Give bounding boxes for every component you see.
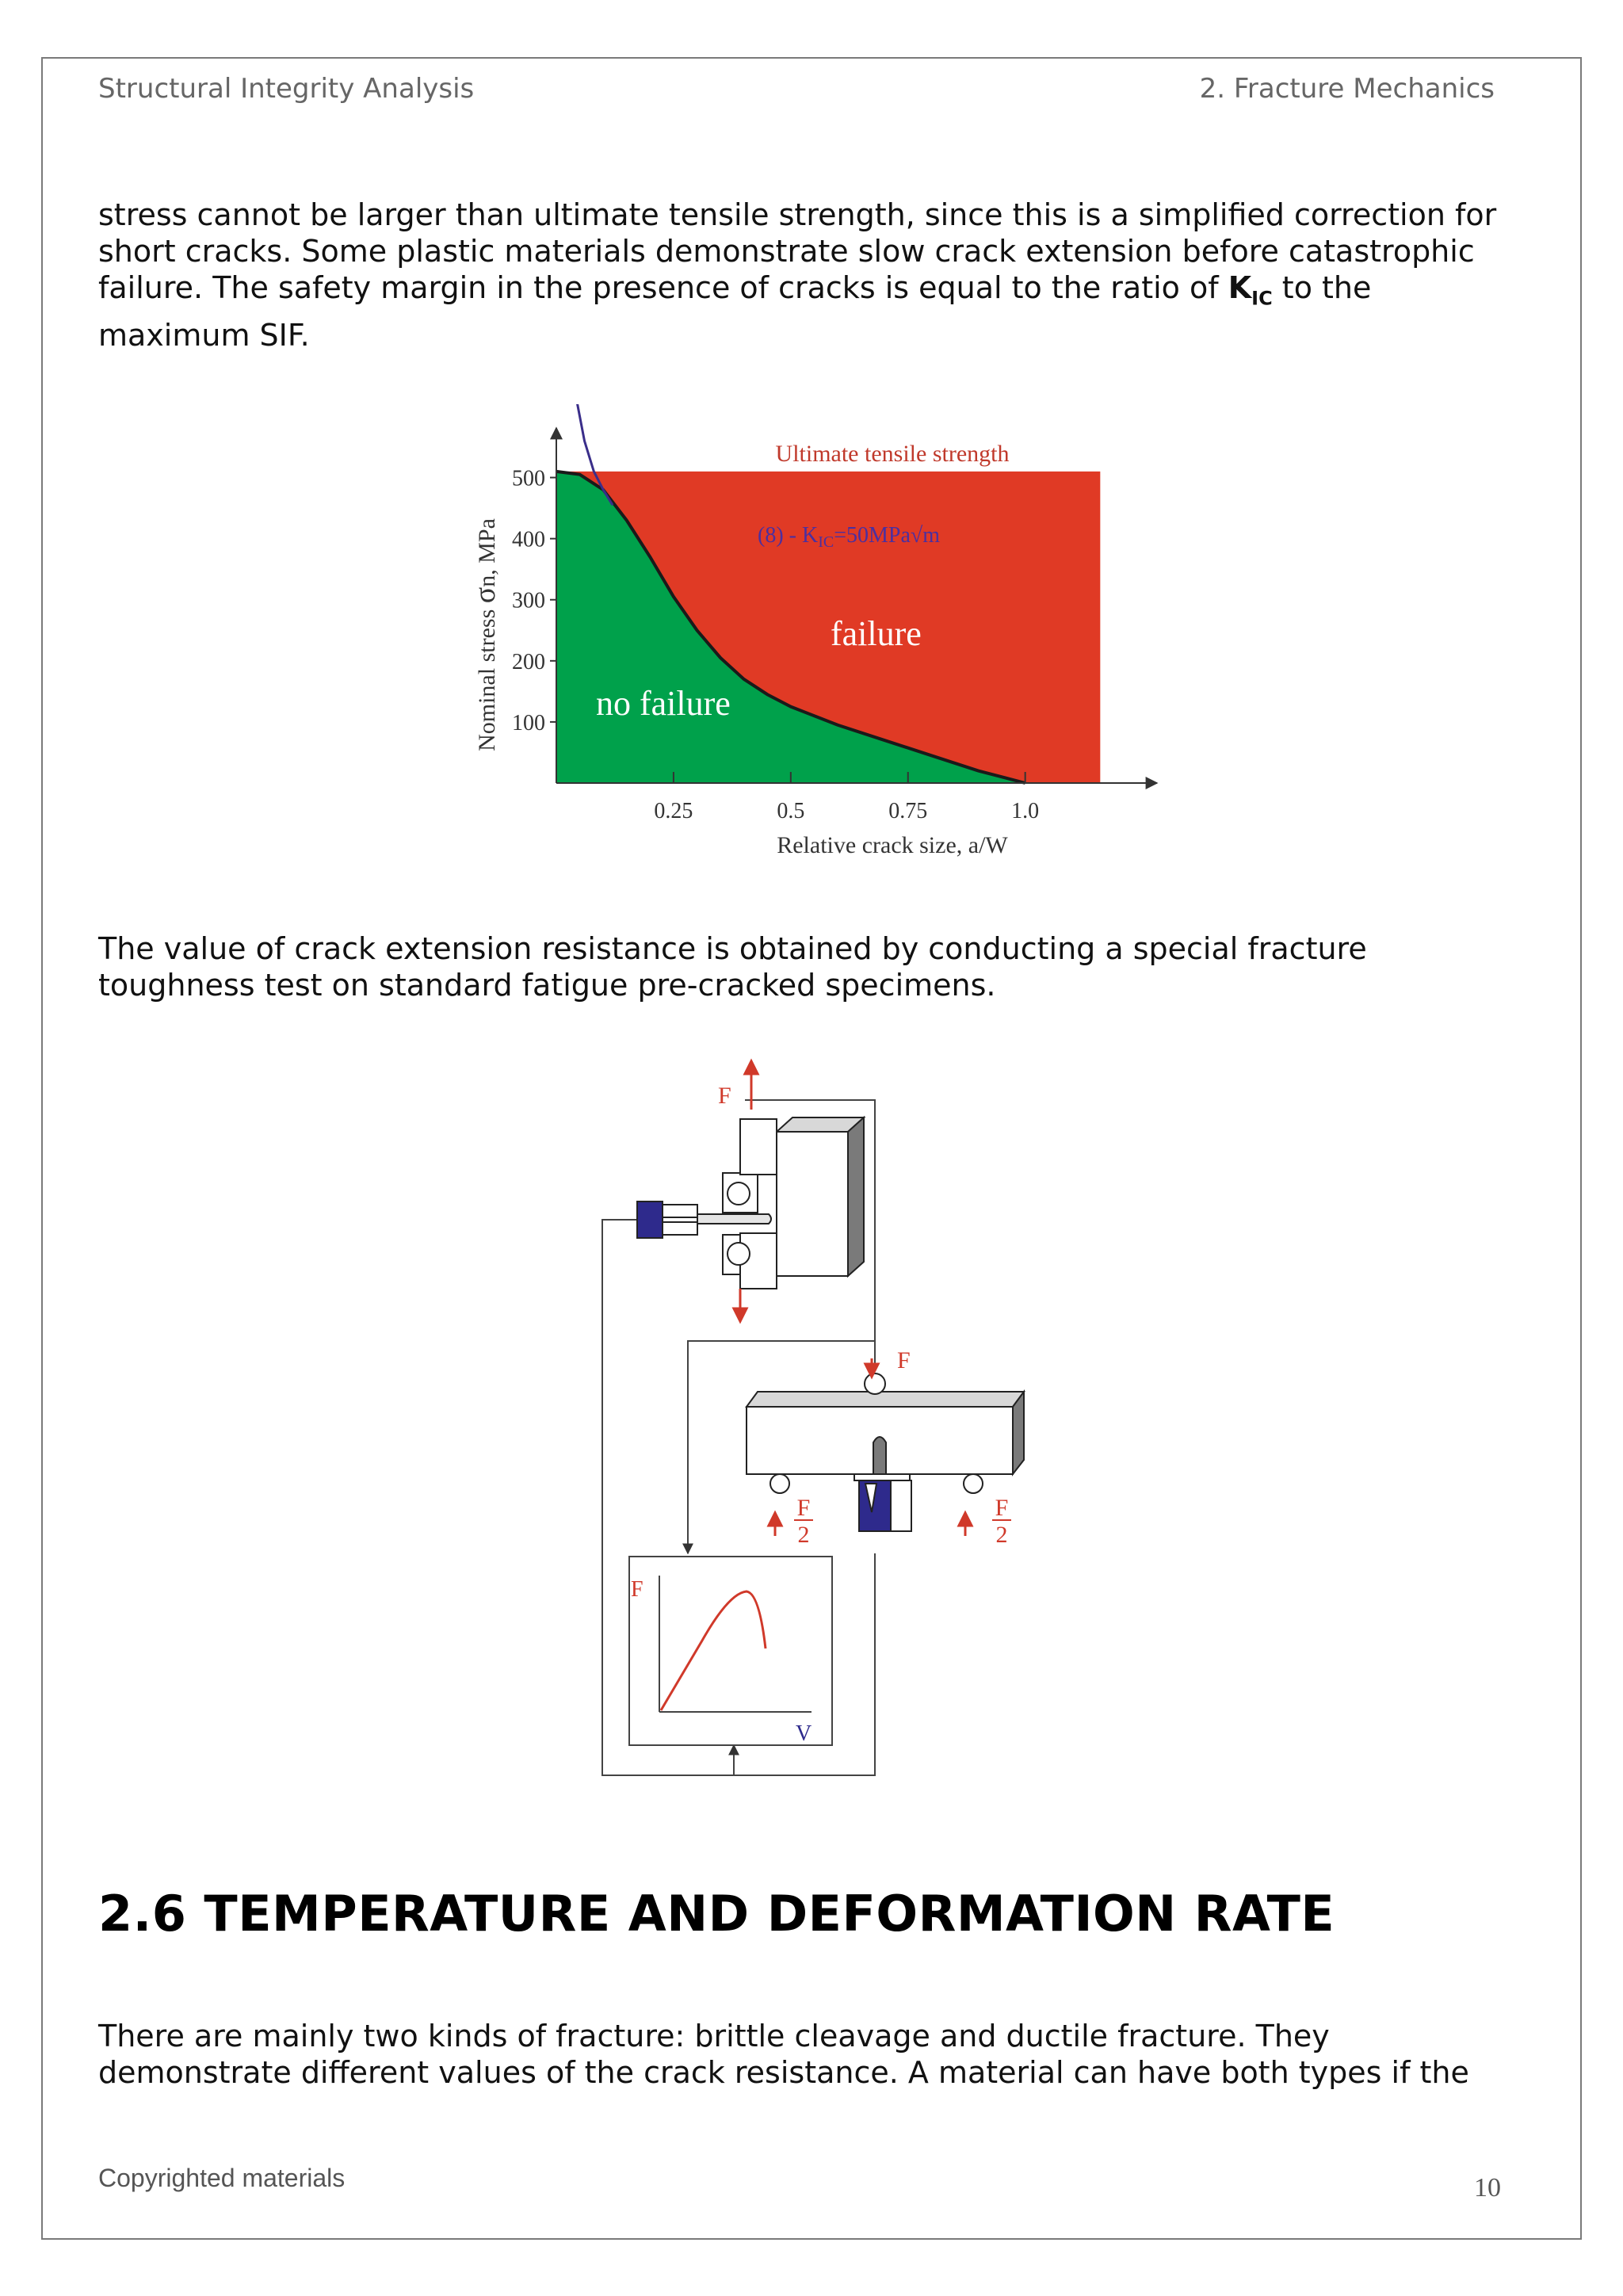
recorder-f-label: F	[631, 1577, 643, 1602]
section-heading: 2.6 TEMPERATURE AND DEFORMATION RATE	[98, 1885, 1335, 1943]
support-force-left	[794, 1495, 813, 1548]
bend-specimen	[747, 1358, 1024, 1536]
paragraph-test	[98, 930, 1525, 1003]
paragraph-fracture-types	[98, 2018, 1525, 2091]
paragraph-line: short cracks. Some plastic materials demonstrate slow crack extension before catastrophic	[98, 234, 1475, 269]
svg-text:2: 2	[797, 1522, 810, 1548]
y-tick-label: 200	[512, 649, 545, 674]
y-ticks	[512, 467, 556, 735]
paragraph-line: toughness test on standard fatigue pre-cracked specimens.	[98, 968, 996, 1003]
x-tick-label: 0.5	[777, 799, 805, 823]
kic-symbol: $K_{IC}$	[1228, 270, 1273, 310]
x-axis-label: Relative crack size, a/W	[777, 832, 1008, 858]
paragraph-line: failure. The safety margin in the presence of cracks is equal to the ratio of $K_{IC}$ to the	[98, 270, 1372, 310]
x-tick-label: 1.0	[1011, 799, 1040, 823]
compact-tension-specimen	[637, 1067, 864, 1316]
y-axis-label: Nominal stress σn, MPa	[468, 518, 502, 751]
no-failure-label: no failure	[596, 684, 731, 723]
bend-force-label: F	[897, 1347, 911, 1373]
y-tick-label: 300	[512, 588, 545, 613]
paragraph-line: The value of crack extension resistance is obtained by conducting a special fracture	[98, 931, 1367, 966]
page-number: 10	[1474, 2173, 1501, 2202]
svg-text:F: F	[995, 1495, 1009, 1521]
paragraph-line: stress cannot be larger than ultimate tensile strength, since this is a simplified correction for	[98, 197, 1497, 232]
fracture-toughness-test-diagram	[539, 1046, 1078, 1783]
paragraph-line: There are mainly two kinds of fracture: brittle cleavage and ductile fracture. They	[98, 2019, 1330, 2053]
failure-assessment-chart	[460, 404, 1173, 872]
running-header-chapter: 2. Fracture Mechanics	[1199, 73, 1495, 105]
paragraph-line: demonstrate different values of the crack resistance. A material can have both types if the	[98, 2055, 1469, 2090]
svg-text:F: F	[796, 1495, 811, 1521]
support-force-right	[992, 1495, 1011, 1548]
paragraph-intro	[98, 197, 1525, 353]
y-tick-label: 400	[512, 527, 545, 552]
y-tick-label: 100	[512, 710, 545, 735]
failure-label: failure	[831, 614, 922, 653]
recorder-v-label: V	[796, 1721, 812, 1746]
x-tick-label: 0.75	[888, 799, 928, 823]
svg-text:2: 2	[995, 1522, 1008, 1548]
footer-copyright: Copyrighted materials	[98, 2164, 346, 2192]
x-tick-label: 0.25	[654, 799, 693, 823]
curve-label: $(8) - K_{IC}=50MPa√m$	[758, 523, 941, 551]
paragraph-line: maximum SIF.	[98, 317, 310, 353]
ct-force-label: F	[718, 1083, 731, 1109]
y-tick-label: 500	[512, 466, 545, 491]
running-header-title: Structural Integrity Analysis	[98, 73, 475, 105]
force-displacement-recorder	[629, 1557, 832, 1745]
chart-title: Ultimate tensile strength	[775, 441, 1010, 467]
